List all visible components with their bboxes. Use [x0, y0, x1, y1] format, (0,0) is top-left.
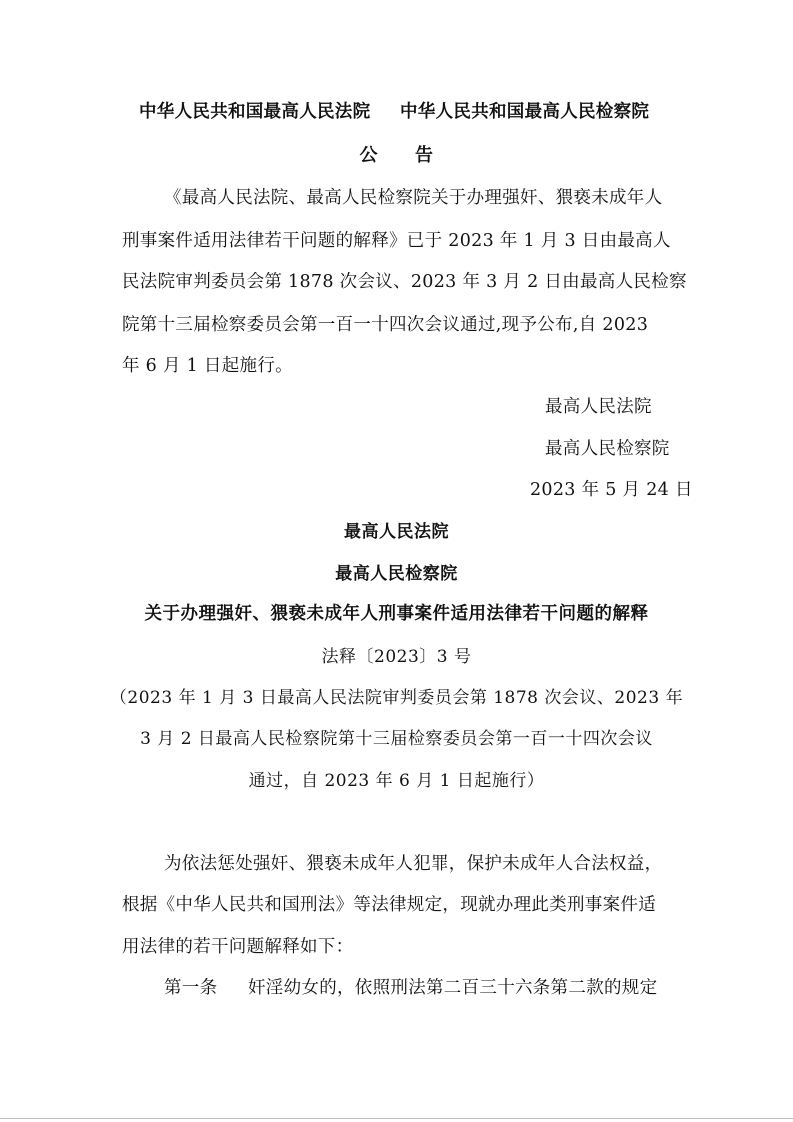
notice-body-line: 刑事案件适用法律若干问题的解释》已于 2023 年 1 月 3 日由最高人 [122, 231, 671, 251]
preamble-line: 用法律的若干问题解释如下： [122, 937, 354, 957]
interpretation-issuer-procuratorate: 最高人民检察院 [335, 564, 458, 584]
notice-date: 2023 年 5 月 24 日 [530, 480, 693, 500]
adoption-note-line: 3 月 2 日最高人民检察院第十三届检察委员会第一百一十四次会议 [140, 729, 653, 749]
document-number: 法释〔2023〕3 号 [321, 647, 472, 667]
notice-body-line: 年 6 月 1 日起施行。 [122, 356, 293, 376]
notice-title: 公 告 [359, 145, 434, 166]
notice-body-line: 院第十三届检察委员会第一百一十四次会议通过,现予公布,自 2023 [122, 315, 649, 335]
page-bottom-divider [0, 1118, 793, 1119]
preamble-line: 为依法惩处强奸、猥亵未成年人犯罪，保护未成年人合法权益， [164, 854, 663, 874]
signature-court: 最高人民法院 [545, 397, 652, 417]
interpretation-issuer-court: 最高人民法院 [344, 522, 449, 542]
article-1-text: 奸淫幼女的，依照刑法第二百三十六条第二款的规定 [248, 978, 658, 998]
preamble-line: 根据《中华人民共和国刑法》等法律规定，现就办理此类刑事案件适 [122, 895, 656, 915]
article-1-label: 第一条 [164, 978, 218, 998]
adoption-note-line: 通过，自 2023 年 6 月 1 日起施行） [248, 771, 545, 791]
signature-procuratorate: 最高人民检察院 [545, 439, 670, 459]
notice-header-court: 中华人民共和国最高人民法院 [139, 102, 371, 122]
notice-body-line: 民法院审判委员会第 1878 次会议、2023 年 3 月 2 日由最高人民检察 [122, 272, 687, 292]
interpretation-title: 关于办理强奸、猥亵未成年人刑事案件适用法律若干问题的解释 [144, 604, 649, 624]
notice-header-procuratorate: 中华人民共和国最高人民检察院 [400, 102, 650, 122]
notice-body-line: 《最高人民法院、最高人民检察院关于办理强奸、猥亵未成年人 [164, 188, 663, 208]
adoption-note-line: （2023 年 1 月 3 日最高人民法院审判委员会第 1878 次会议、2023 年 [109, 688, 684, 708]
